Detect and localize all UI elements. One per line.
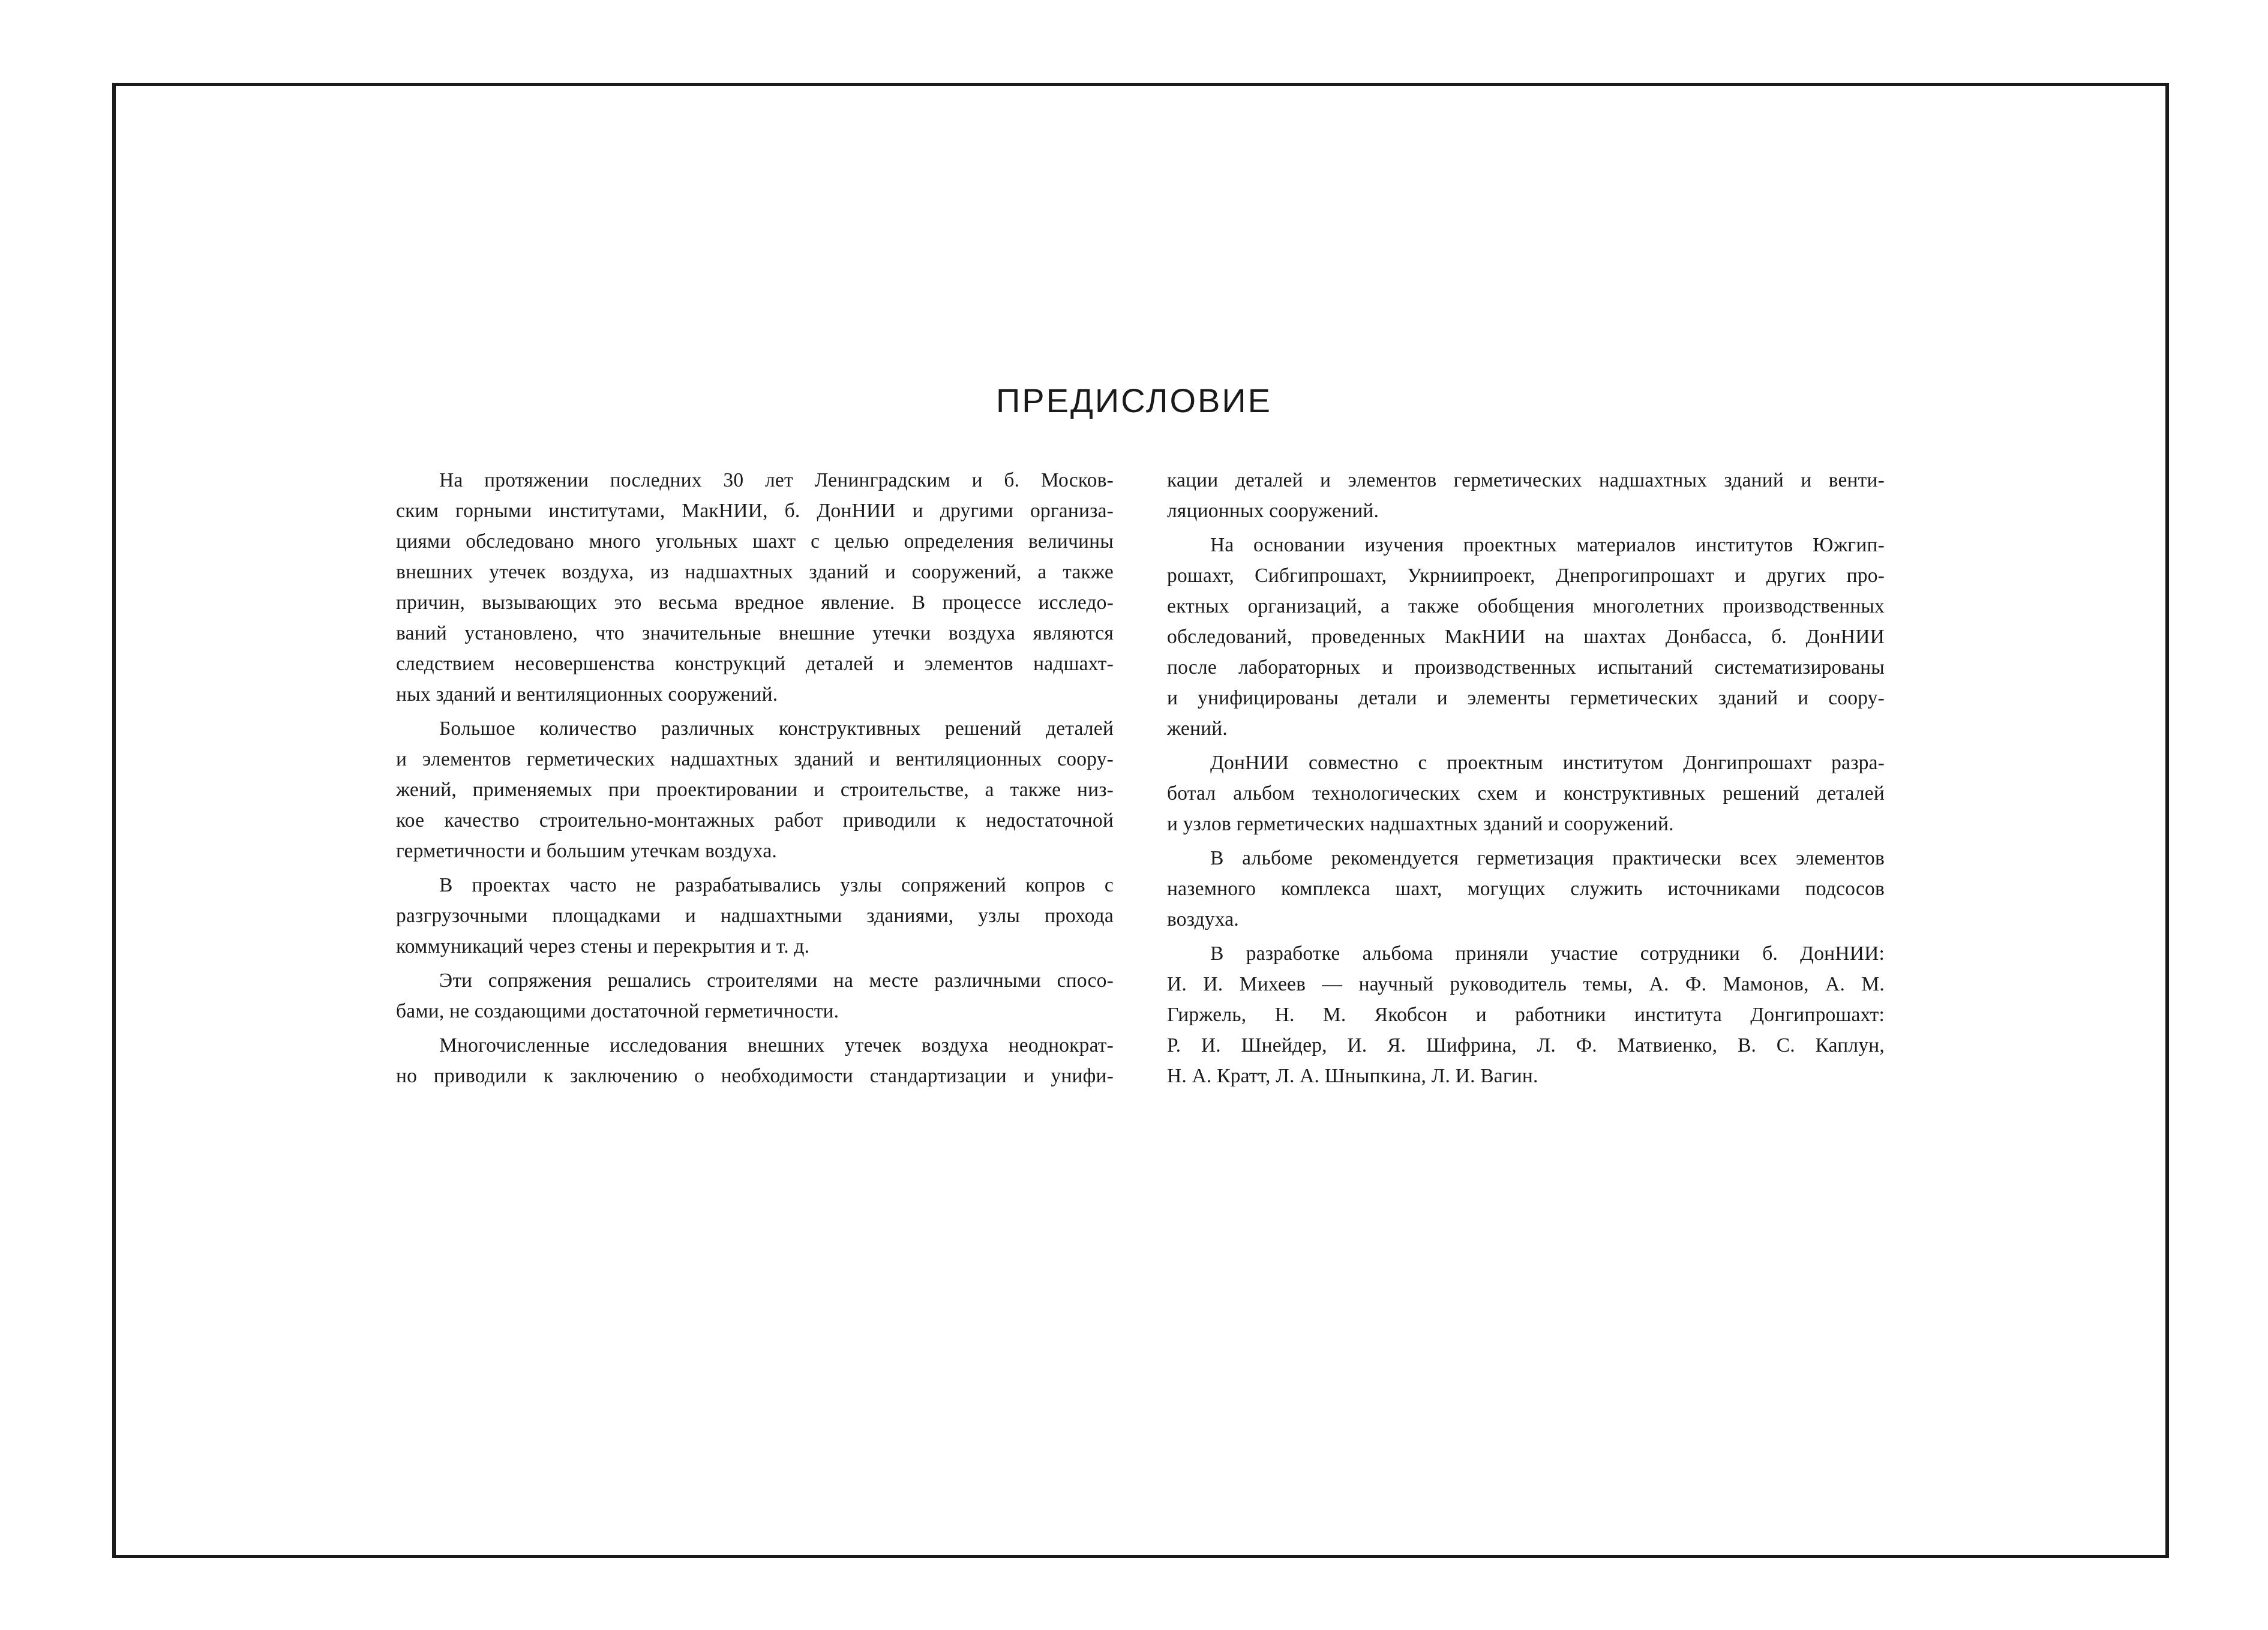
text-line: герметичности и большим утечкам воздуха.: [396, 840, 777, 862]
text-line: жений, применяемых при проектировании и строительстве, а также низ-: [396, 779, 1114, 801]
text-line: но приводили к заключению о необходимости стандартизации и унифи-: [396, 1065, 1114, 1087]
text-line: На основании изучения проектных материалов институтов Южгип-: [1210, 534, 1885, 556]
text-line: На протяжении последних 30 лет Ленинградским и б. Москов-: [439, 469, 1114, 491]
text-line: ваний установлено, что значительные внешние утечки воздуха являются: [396, 622, 1114, 644]
text-line: бами, не создающими достаточной герметичности.: [396, 1000, 839, 1022]
paragraph: [396, 965, 1114, 1026]
paragraph: [1167, 748, 1885, 839]
text-line: В альбоме рекомендуется герметизация практически всех элементов: [1210, 847, 1885, 869]
paragraph: [1167, 530, 1885, 744]
text-line: кации деталей и элементов герметических надшахтных зданий и венти-: [1167, 469, 1885, 491]
text-line: В проектах часто не разрабатывались узлы сопряжений копров с: [439, 874, 1114, 896]
text-line: В разработке альбома приняли участие сотрудники б. ДонНИИ:: [1210, 942, 1885, 965]
text-line: ных зданий и вентиляционных сооружений.: [396, 683, 778, 706]
text-line: обследований, проведенных МакНИИ на шахтах Донбасса, б. ДонНИИ: [1167, 626, 1885, 648]
text-line: Н. А. Кратт, Л. А. Шныпкина, Л. И. Вагин.: [1167, 1065, 1538, 1087]
text-line: Многочисленные исследования внешних утечек воздуха неоднократ-: [439, 1034, 1114, 1056]
text-line: ектных организаций, а также обобщения многолетних производственных: [1167, 595, 1885, 617]
text-line: И. И. Михеев — научный руководитель темы, А. Ф. Мамонов, А. М.: [1167, 973, 1885, 995]
text-line: рошахт, Сибгипрошахт, Укрниипроект, Днепрогипрошахт и других про-: [1167, 565, 1885, 587]
text-line: следствием несовершенства конструкций деталей и элементов надшахт-: [396, 653, 1114, 675]
text-line: наземного комплекса шахт, могущих служить источниками подсосов: [1167, 878, 1885, 900]
text-line: ляционных сооружений.: [1167, 500, 1379, 522]
text-line: и узлов герметических надшахтных зданий и сооружений.: [1167, 813, 1674, 835]
paragraph: [396, 1030, 1114, 1091]
text-line: после лабораторных и производственных испытаний систематизированы: [1167, 656, 1885, 679]
text-line: циями обследовано много угольных шахт с целью определения величины: [396, 530, 1114, 553]
text-line: жений.: [1167, 718, 1228, 740]
text-line: Гиржель, Н. М. Якобсон и работники института Донгипрошахт:: [1167, 1004, 1885, 1026]
text-line: внешних утечек воздуха, из надшахтных зданий и сооружений, а также: [396, 561, 1114, 583]
text-line: и унифицированы детали и элементы герметических зданий и соору-: [1167, 687, 1885, 709]
paragraph: [396, 465, 1114, 710]
text-line: ботал альбом технологических схем и конструктивных решений деталей: [1167, 782, 1885, 805]
text-line: причин, вызывающих это весьма вредное явление. В процессе исследо-: [396, 592, 1114, 614]
text-line: ДонНИИ совместно с проектным институтом Донгипрошахт разра-: [1210, 752, 1885, 774]
page-title: ПРЕДИСЛОВИЕ: [996, 382, 1272, 419]
text-line: Эти сопряжения решались строителями на месте различными спосо-: [439, 969, 1114, 992]
text-line: ским горными институтами, МакНИИ, б. ДонНИИ и другими организа-: [396, 500, 1114, 522]
text-line: кое качество строительно-монтажных работ приводили к недостаточной: [396, 809, 1114, 831]
text-line: воздуха.: [1167, 908, 1239, 930]
paragraph: [396, 870, 1114, 962]
text-line: коммуникаций через стены и перекрытия и т. д.: [396, 935, 810, 957]
paragraph: [1167, 465, 1885, 526]
text-column-right: [1167, 465, 1885, 1095]
text-column-left: [396, 465, 1114, 1095]
paragraph: [1167, 938, 1885, 1091]
text-line: Большое количество различных конструктивных решений деталей: [439, 718, 1114, 740]
text-line: и элементов герметических надшахтных зданий и вентиляционных соору-: [396, 748, 1114, 770]
paragraph: [1167, 843, 1885, 935]
text-line: разгрузочными площадками и надшахтными зданиями, узлы прохода: [396, 905, 1114, 927]
text-line: Р. И. Шнейдер, И. Я. Шифрина, Л. Ф. Матвиенко, В. С. Каплун,: [1167, 1034, 1885, 1056]
paragraph: [396, 713, 1114, 866]
